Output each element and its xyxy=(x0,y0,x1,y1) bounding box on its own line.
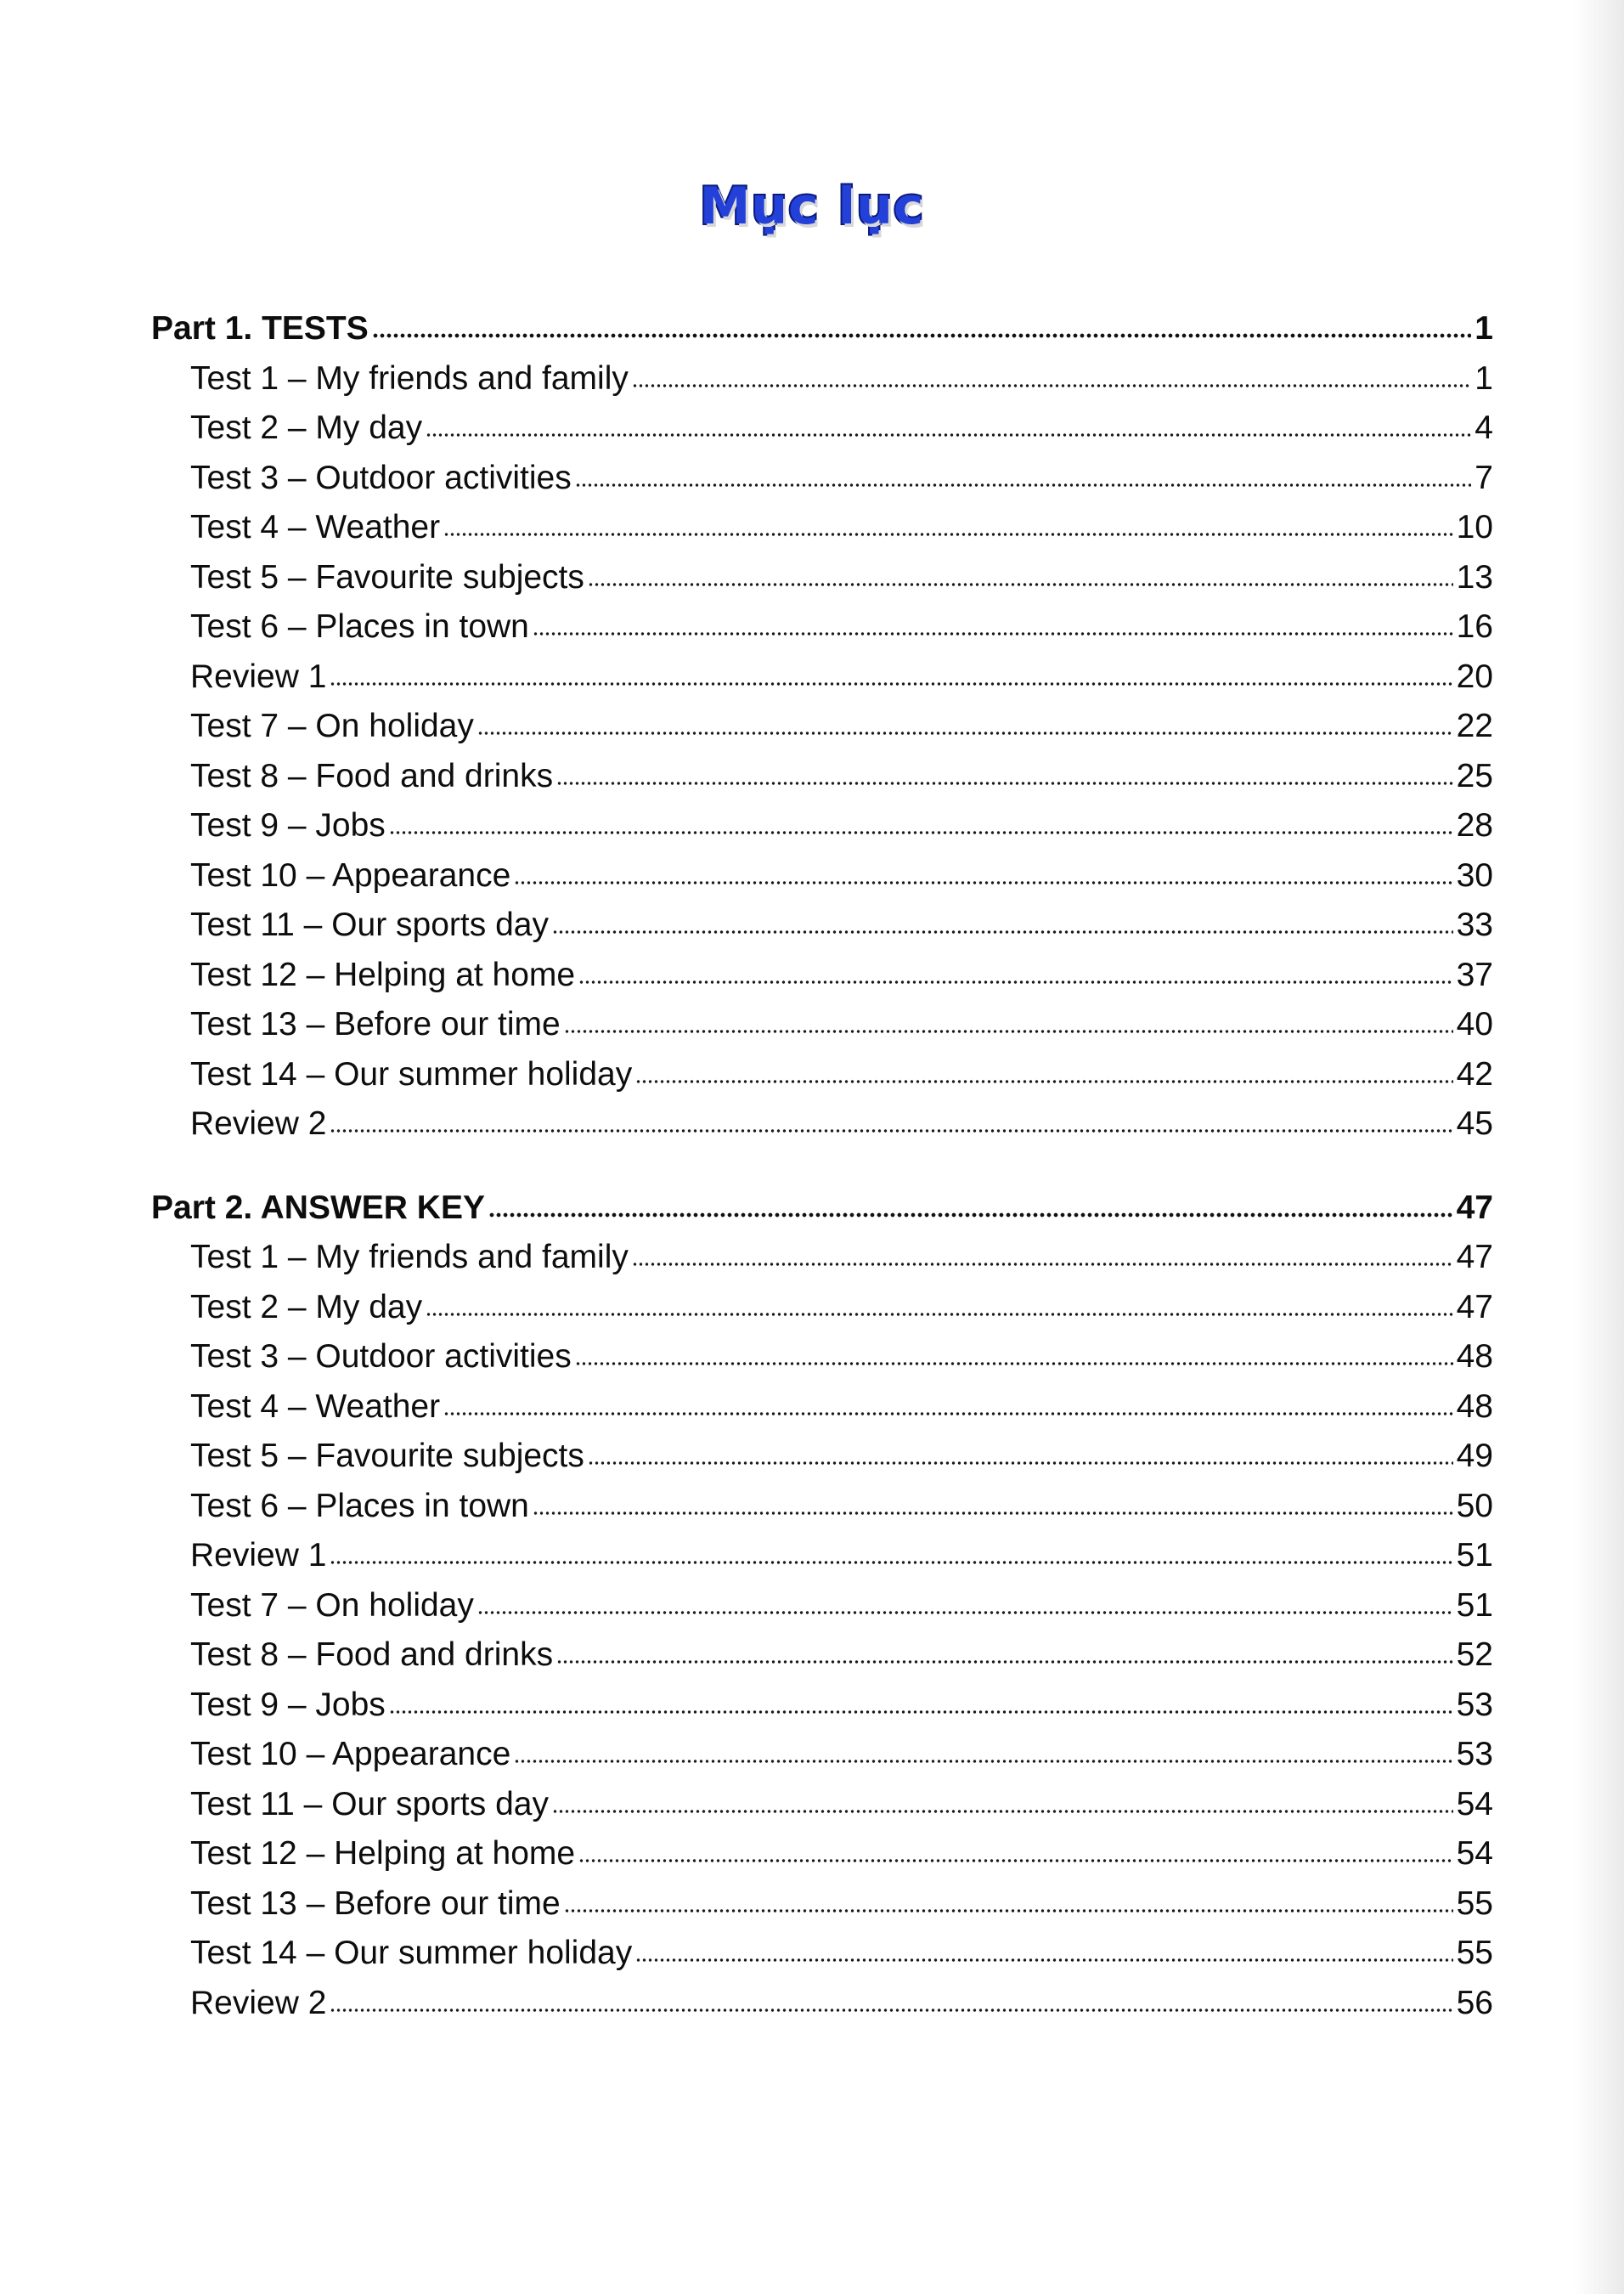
entry-page-number: 55 xyxy=(1456,1884,1493,1922)
entry-label: Test 5 – Favourite subjects xyxy=(190,558,584,596)
entry-label: Test 3 – Outdoor activities xyxy=(190,459,572,496)
entry-label: Test 4 – Weather xyxy=(190,509,441,545)
dot-leader xyxy=(372,332,1472,339)
toc-entry xyxy=(151,1531,1493,1581)
entry-label: Test 1 – My friends and family xyxy=(190,1239,629,1275)
dot-leader xyxy=(426,1311,1452,1318)
entry-page-number: 22 xyxy=(1456,708,1493,744)
toc-entry xyxy=(151,503,1493,553)
toc-entry xyxy=(151,951,1493,1001)
entry-page-number: 56 xyxy=(1456,1984,1493,2021)
entry-label: Review 2 xyxy=(190,1984,327,2021)
dot-leader xyxy=(564,1907,1453,1914)
entry-page-number: 37 xyxy=(1456,956,1493,993)
toc-part-heading xyxy=(151,1184,1493,1234)
entry-label: Test 14 – Our summer holiday xyxy=(190,1935,633,1971)
part-heading-page-number: 47 xyxy=(1456,1189,1493,1226)
entry-label: Test 2 – My day xyxy=(190,410,423,446)
entry-label: Test 9 – Jobs xyxy=(190,807,386,844)
entry-page-number: 10 xyxy=(1456,509,1493,545)
entry-page-number: 25 xyxy=(1456,757,1493,794)
toc-entry xyxy=(151,1332,1493,1382)
entry-page-number: 51 xyxy=(1456,1537,1493,1574)
entry-page-number: 45 xyxy=(1456,1105,1493,1142)
part-heading-label: Part 2. ANSWER KEY xyxy=(151,1189,485,1226)
dot-leader xyxy=(533,630,1453,637)
entry-label: Test 12 – Helping at home xyxy=(190,956,576,993)
entry-page-number: 53 xyxy=(1456,1736,1493,1772)
dot-leader xyxy=(426,432,1471,438)
entry-page-number: 7 xyxy=(1475,459,1493,496)
dot-leader xyxy=(389,1709,1453,1715)
toc-entry xyxy=(151,1050,1493,1100)
dot-leader xyxy=(632,1261,1453,1268)
entry-page-number: 50 xyxy=(1456,1487,1493,1524)
entry-page-number: 53 xyxy=(1456,1686,1493,1723)
entry-label: Review 2 xyxy=(190,1105,327,1142)
toc-entry xyxy=(151,354,1493,404)
dot-leader xyxy=(635,1957,1452,1963)
toc-entry xyxy=(151,1681,1493,1731)
dot-leader xyxy=(588,1460,1453,1466)
entry-label: Test 8 – Food and drinks xyxy=(190,1636,554,1673)
toc-entry xyxy=(151,1829,1493,1879)
table-of-contents xyxy=(151,304,1493,2028)
entry-page-number: 1 xyxy=(1475,359,1493,397)
dot-leader xyxy=(588,581,1453,588)
dot-leader xyxy=(443,531,1453,538)
entry-page-number: 30 xyxy=(1456,856,1493,894)
entry-label: Test 14 – Our summer holiday xyxy=(190,1055,633,1093)
dot-leader xyxy=(389,829,1453,836)
dot-leader xyxy=(330,2007,1452,2014)
dot-leader xyxy=(477,730,1453,737)
entry-page-number: 42 xyxy=(1456,1055,1493,1093)
dot-leader xyxy=(488,1212,1453,1218)
toc-entry xyxy=(151,1929,1493,1979)
entry-page-number: 52 xyxy=(1456,1636,1493,1673)
entry-page-number: 20 xyxy=(1456,658,1493,695)
toc-entry xyxy=(151,1879,1493,1930)
toc-section xyxy=(151,304,1493,1150)
toc-entry xyxy=(151,1730,1493,1780)
toc-entry xyxy=(151,1000,1493,1050)
entry-label: Test 6 – Places in town xyxy=(190,1487,529,1524)
entry-page-number: 16 xyxy=(1456,608,1493,645)
entry-page-number: 48 xyxy=(1456,1387,1493,1425)
entry-label: Test 13 – Before our time xyxy=(190,1884,561,1922)
entry-page-number: 4 xyxy=(1475,410,1493,446)
dot-leader xyxy=(564,1028,1453,1035)
toc-entry xyxy=(151,1780,1493,1830)
entry-page-number: 40 xyxy=(1456,1006,1493,1042)
toc-section xyxy=(151,1184,1493,2029)
entry-page-number: 33 xyxy=(1456,907,1493,943)
entry-page-number: 54 xyxy=(1456,1785,1493,1822)
toc-entry xyxy=(151,1630,1493,1681)
dot-leader xyxy=(578,1857,1453,1864)
entry-page-number: 54 xyxy=(1456,1835,1493,1872)
page-edge-shadow xyxy=(1573,0,1624,2294)
entry-label: Test 11 – Our sports day xyxy=(190,907,549,943)
dot-leader xyxy=(556,1658,1453,1665)
part-heading-label: Part 1. TESTS xyxy=(151,310,369,347)
toc-entry xyxy=(151,602,1493,653)
toc-entry xyxy=(151,553,1493,603)
toc-entry xyxy=(151,1581,1493,1631)
toc-entry xyxy=(151,851,1493,901)
dot-leader xyxy=(477,1609,1453,1616)
entry-label: Test 6 – Places in town xyxy=(190,608,529,645)
toc-entry xyxy=(151,1283,1493,1333)
entry-label: Test 7 – On holiday xyxy=(190,1586,474,1624)
toc-part-heading xyxy=(151,304,1493,354)
toc-entry xyxy=(151,1979,1493,2029)
toc-entry xyxy=(151,1233,1493,1283)
dot-leader xyxy=(330,681,1452,687)
dot-leader xyxy=(575,482,1472,489)
toc-entry xyxy=(151,801,1493,851)
entry-page-number: 13 xyxy=(1456,558,1493,596)
dot-leader xyxy=(552,929,1453,935)
dot-leader xyxy=(578,979,1453,986)
dot-leader xyxy=(330,1127,1452,1134)
dot-leader xyxy=(330,1559,1452,1566)
toc-entry xyxy=(151,454,1493,504)
dot-leader xyxy=(556,780,1453,787)
part-heading-page-number: 1 xyxy=(1475,310,1493,347)
dot-leader xyxy=(443,1410,1453,1417)
entry-page-number: 49 xyxy=(1456,1438,1493,1474)
toc-entry xyxy=(151,1482,1493,1532)
toc-entry xyxy=(151,702,1493,752)
entry-label: Review 1 xyxy=(190,658,327,695)
entry-label: Test 11 – Our sports day xyxy=(190,1785,549,1822)
toc-entry xyxy=(151,653,1493,703)
entry-label: Test 9 – Jobs xyxy=(190,1686,386,1723)
entry-page-number: 51 xyxy=(1456,1586,1493,1624)
dot-leader xyxy=(552,1808,1453,1815)
entry-page-number: 48 xyxy=(1456,1338,1493,1375)
toc-entry xyxy=(151,404,1493,454)
entry-label: Test 12 – Helping at home xyxy=(190,1835,576,1872)
dot-leader xyxy=(635,1078,1452,1085)
entry-label: Test 8 – Food and drinks xyxy=(190,757,554,794)
toc-entry xyxy=(151,752,1493,802)
entry-label: Test 10 – Appearance xyxy=(190,1736,511,1772)
entry-label: Test 13 – Before our time xyxy=(190,1006,561,1042)
toc-entry xyxy=(151,901,1493,951)
toc-entry xyxy=(151,1099,1493,1150)
dot-leader xyxy=(514,879,1452,886)
entry-label: Test 4 – Weather xyxy=(190,1387,441,1425)
entry-label: Test 1 – My friends and family xyxy=(190,359,629,397)
page-title: Mục lục xyxy=(699,177,925,237)
dot-leader xyxy=(533,1510,1453,1517)
entry-label: Test 3 – Outdoor activities xyxy=(190,1338,572,1375)
entry-page-number: 55 xyxy=(1456,1935,1493,1971)
dot-leader xyxy=(514,1758,1452,1765)
toc-entry xyxy=(151,1382,1493,1432)
entry-label: Test 10 – Appearance xyxy=(190,856,511,894)
entry-page-number: 47 xyxy=(1456,1288,1493,1325)
entry-label: Review 1 xyxy=(190,1537,327,1574)
entry-label: Test 5 – Favourite subjects xyxy=(190,1438,584,1474)
toc-entry xyxy=(151,1432,1493,1482)
entry-label: Test 7 – On holiday xyxy=(190,708,474,744)
entry-label: Test 2 – My day xyxy=(190,1288,423,1325)
dot-leader xyxy=(632,382,1471,389)
entry-page-number: 47 xyxy=(1456,1239,1493,1275)
entry-page-number: 28 xyxy=(1456,807,1493,844)
dot-leader xyxy=(575,1360,1453,1367)
